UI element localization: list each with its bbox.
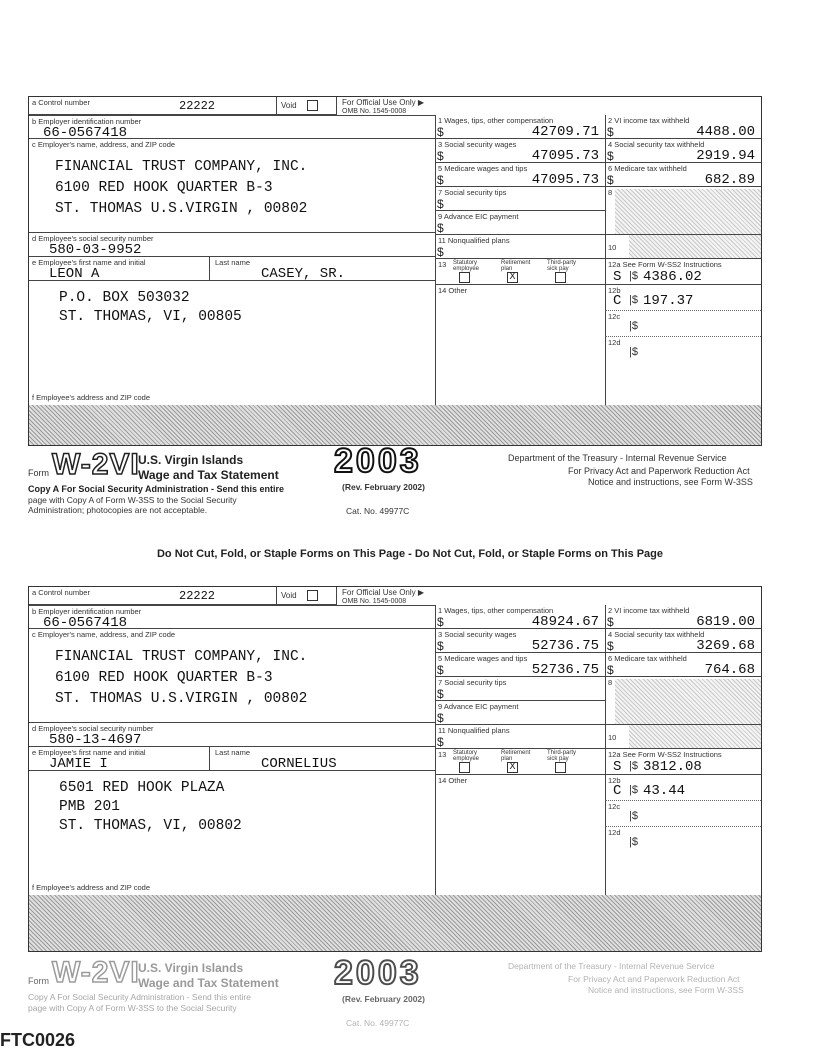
employer-label: c Employer's name, address, and ZIP code	[32, 140, 176, 149]
box-5[interactable]	[435, 653, 605, 677]
box-10-label: 10	[608, 243, 617, 252]
box-5[interactable]	[435, 163, 605, 187]
employer-line-2: 6100 RED HOOK QUARTER B-3	[55, 180, 273, 196]
ssn-value: 580-03-9952	[49, 242, 142, 258]
box-13-statutory-label: Statutory employee	[453, 750, 480, 762]
box-12d-label: 12d	[608, 828, 621, 837]
control-number-label: a Control number	[32, 98, 90, 107]
title-line-2: Wage and Tax Statement	[138, 468, 279, 482]
void-box[interactable]	[277, 587, 337, 605]
box-13[interactable]	[435, 259, 605, 285]
form-2-footer	[28, 954, 788, 1038]
ein-value: 66-0567418	[43, 615, 128, 631]
ssn-label: d Employee's social security number	[32, 234, 154, 243]
box-4-dollar: $	[607, 639, 614, 653]
box-12c[interactable]	[605, 801, 761, 827]
box-12a-amount: 3812.08	[643, 759, 702, 775]
first-name-label: e Employee's first name and initial	[32, 748, 146, 757]
box-12b-code: C	[613, 783, 622, 799]
control-number-label: a Control number	[32, 588, 90, 597]
box-1-dollar: $	[437, 615, 444, 629]
omb-number: OMB No. 1545-0008	[342, 108, 407, 115]
employer-box[interactable]	[29, 139, 435, 233]
box-1-label: 1 Wages, tips, other compensation	[438, 116, 554, 125]
ein-box[interactable]	[29, 115, 435, 139]
ssn-label: d Employee's social security number	[32, 724, 154, 733]
control-number-value: 22222	[179, 589, 216, 603]
box-8-label: 8	[608, 188, 613, 197]
box-5-value: 52736.75	[531, 662, 599, 678]
employee-address-line-2: PMB 201	[59, 799, 120, 815]
box-12b-amount: 197.37	[643, 293, 694, 309]
employee-address-line-1: 6501 RED HOOK PLAZA	[59, 780, 225, 796]
address-label-row	[29, 877, 435, 896]
ssn-box[interactable]	[29, 723, 435, 747]
box-13-label: 13	[438, 260, 447, 269]
revision-date: (Rev. February 2002)	[342, 482, 425, 492]
box-2-label: 2 VI income tax withheld	[608, 116, 690, 125]
void-checkbox[interactable]	[307, 100, 318, 111]
box-4-label: 4 Social security tax withheld	[608, 630, 705, 639]
box-9-label: 9 Advance EIC payment	[438, 212, 519, 221]
box-1-label: 1 Wages, tips, other compensation	[438, 606, 554, 615]
title-line-2-b: Wage and Tax Statement	[138, 976, 279, 990]
box-1[interactable]	[435, 115, 605, 139]
w2vi-form-2	[28, 586, 762, 952]
box-11-label: 11 Nonqualified plans	[438, 236, 510, 245]
treasury-department-2: Department of the Treasury - Internal Revenue Service	[508, 961, 715, 971]
box-1[interactable]	[435, 605, 605, 629]
box-6[interactable]	[605, 163, 761, 187]
privacy-notice-1: For Privacy Act and Paperwork Reduction Act	[568, 466, 750, 476]
box-9[interactable]	[435, 701, 605, 725]
box-6-value: 682.89	[704, 172, 755, 188]
ssn-box[interactable]	[29, 233, 435, 257]
box-6-value: 764.68	[704, 662, 755, 678]
box-12b-label: 12b	[608, 776, 621, 785]
box-7-label: 7 Social security tips	[438, 188, 507, 197]
employer-box[interactable]	[29, 629, 435, 723]
box-12b-dollar: |$	[629, 294, 638, 306]
box-13-thirdparty-label: Third-party sick pay	[547, 260, 577, 272]
copy-a-line-1-b: Copy A For Social Security Administration - Send this entire	[28, 992, 251, 1002]
box-2-value: 4488.00	[696, 124, 755, 140]
box-5-label: 5 Medicare wages and tips	[438, 654, 528, 663]
employer-line-3: ST. THOMAS U.S.VIRGIN , 00802	[55, 691, 308, 707]
form-name-logo-2: W-2VI	[52, 956, 140, 989]
form-1-footer	[28, 442, 788, 540]
box-12d[interactable]	[605, 337, 761, 363]
statutory-employee-checkbox[interactable]	[459, 272, 470, 283]
box-3-dollar: $	[437, 149, 444, 163]
official-use-label: For Official Use Only ▶	[342, 98, 425, 107]
box-12a-label: 12a See Form W-SS2 Instructions	[608, 750, 722, 759]
employee-address-label: f Employee's address and ZIP code	[32, 393, 151, 402]
box-12a-dollar: |$	[629, 760, 638, 772]
box-10-hatch	[629, 725, 761, 748]
revision-date-2: (Rev. February 2002)	[342, 994, 425, 1004]
form-year-2: 2003	[334, 954, 422, 992]
box-9-dollar: $	[437, 221, 444, 235]
box-4-value: 2919.94	[696, 148, 755, 164]
box-7-label: 7 Social security tips	[438, 678, 507, 687]
box-2-value: 6819.00	[696, 614, 755, 630]
last-name-value: CORNELIUS	[261, 756, 337, 772]
employer-address	[55, 647, 307, 710]
copy-a-line-2: page with Copy A of Form W-3SS to the Social Security	[28, 495, 237, 505]
privacy-notice-2: Notice and instructions, see Form W-3SS	[588, 477, 753, 487]
copy-a-line-2-b: page with Copy A of Form W-3SS to the Social Security	[28, 1003, 237, 1013]
box-12a-label: 12a See Form W-SS2 Instructions	[608, 260, 722, 269]
box-7[interactable]	[435, 187, 605, 211]
box-12c-dollar: |$	[629, 810, 638, 822]
box-1-value: 42709.71	[531, 124, 599, 140]
box-11-dollar: $	[437, 245, 444, 259]
official-use-label: For Official Use Only ▶	[342, 588, 425, 597]
box-8-hatch	[615, 189, 761, 234]
void-box[interactable]	[277, 97, 337, 115]
box-7-dollar: $	[437, 197, 444, 211]
box-11[interactable]	[435, 725, 605, 749]
box-11-dollar: $	[437, 735, 444, 749]
ein-value: 66-0567418	[43, 125, 128, 141]
copy-a-line-1: Copy A For Social Security Administration - Send this entire	[28, 484, 285, 494]
box-12b[interactable]	[605, 285, 761, 311]
box-10[interactable]	[605, 235, 761, 259]
box-12b-label: 12b	[608, 286, 621, 295]
name-divider	[209, 747, 210, 771]
form-word: Form	[28, 468, 49, 478]
control-number-box[interactable]	[29, 97, 277, 115]
box-9[interactable]	[435, 211, 605, 235]
employer-label: c Employer's name, address, and ZIP code	[32, 630, 176, 639]
box-13-retirement-label: Retirement plan	[501, 260, 531, 272]
box-6-dollar: $	[607, 663, 614, 677]
bottom-hatched-strip	[29, 895, 761, 951]
ssn-value: 580-13-4697	[49, 732, 142, 748]
bottom-hatched-strip	[29, 405, 761, 445]
box-12c-label: 12c	[608, 312, 621, 321]
box-8-label: 8	[608, 678, 613, 687]
ein-label: b Employer identification number	[32, 607, 142, 616]
box-3-label: 3 Social security wages	[438, 140, 517, 149]
box-6-label: 6 Medicare tax withheld	[608, 654, 687, 663]
box-12a[interactable]	[605, 259, 761, 285]
box-12d-dollar: |$	[629, 836, 638, 848]
box-9-dollar: $	[437, 711, 444, 725]
form-name-logo: W-2VI	[52, 448, 140, 481]
statutory-employee-checkbox[interactable]	[459, 762, 470, 773]
third-party-sick-pay-checkbox[interactable]	[555, 272, 566, 283]
last-name-value: CASEY, SR.	[261, 266, 346, 282]
omb-number: OMB No. 1545-0008	[342, 598, 407, 605]
employer-line-2: 6100 RED HOOK QUARTER B-3	[55, 670, 273, 686]
employee-address	[59, 779, 242, 836]
box-6[interactable]	[605, 653, 761, 677]
box-12b-code: C	[613, 293, 622, 309]
box-5-value: 47095.73	[531, 172, 599, 188]
employee-name-box[interactable]	[29, 257, 435, 281]
box-12a-amount: 4386.02	[643, 269, 702, 285]
box-3-dollar: $	[437, 639, 444, 653]
box-12c[interactable]	[605, 311, 761, 337]
void-label: Void	[281, 101, 297, 110]
form-year: 2003	[334, 442, 422, 480]
box-12a[interactable]	[605, 749, 761, 775]
box-1-dollar: $	[437, 125, 444, 139]
last-name-label: Last name	[215, 748, 251, 757]
box-12a-code: S	[613, 269, 622, 285]
control-number-value: 22222	[179, 99, 216, 113]
box-14-label: 14 Other	[438, 286, 468, 295]
first-name-value: JAMIE I	[49, 756, 108, 772]
box-3-value: 47095.73	[531, 148, 599, 164]
retirement-plan-checkbox[interactable]: X	[507, 272, 518, 283]
official-use-box	[339, 587, 469, 605]
box-12b-amount: 43.44	[643, 783, 686, 799]
box-4-dollar: $	[607, 149, 614, 163]
address-label-row	[29, 387, 435, 406]
box-8-hatch	[615, 679, 761, 724]
box-7-dollar: $	[437, 687, 444, 701]
box-14[interactable]	[435, 775, 605, 825]
box-3[interactable]	[435, 629, 605, 653]
box-12d-label: 12d	[608, 338, 621, 347]
privacy-notice-1-b: For Privacy Act and Paperwork Reduction Act	[568, 974, 740, 984]
employee-address-label: f Employee's address and ZIP code	[32, 883, 151, 892]
box-11[interactable]	[435, 235, 605, 259]
box-12a-dollar: |$	[629, 270, 638, 282]
employee-address	[59, 289, 242, 327]
employee-address-line-2: ST. THOMAS, VI, 00805	[59, 309, 242, 325]
box-12d[interactable]	[605, 827, 761, 853]
treasury-department: Department of the Treasury - Internal Revenue Service	[508, 453, 727, 463]
employer-address	[55, 157, 307, 220]
name-divider	[209, 257, 210, 281]
w2vi-form-1	[28, 96, 762, 446]
catalog-number-2: Cat. No. 49977C	[346, 1018, 410, 1028]
box-10-label: 10	[608, 733, 617, 742]
box-2-dollar: $	[607, 615, 614, 629]
form-word-2: Form	[28, 976, 49, 986]
copy-a-line-3: Administration; photocopies are not acceptable.	[28, 505, 208, 515]
official-use-box	[339, 97, 469, 115]
title-line-1-b: U.S. Virgin Islands	[138, 961, 244, 975]
box-2[interactable]	[605, 115, 761, 139]
box-14-label: 14 Other	[438, 776, 468, 785]
void-checkbox[interactable]	[307, 590, 318, 601]
box-4[interactable]	[605, 629, 761, 653]
employee-address-line-3: ST. THOMAS, VI, 00802	[59, 818, 242, 834]
box-3[interactable]	[435, 139, 605, 163]
last-name-label: Last name	[215, 258, 251, 267]
box-5-label: 5 Medicare wages and tips	[438, 164, 528, 173]
box-5-dollar: $	[437, 663, 444, 677]
box-12c-label: 12c	[608, 802, 621, 811]
box-13-retirement-label: Retirement plan	[501, 750, 531, 762]
catalog-number: Cat. No. 49977C	[346, 506, 410, 516]
box-6-label: 6 Medicare tax withheld	[608, 164, 687, 173]
box-11-label: 11 Nonqualified plans	[438, 726, 510, 735]
employer-line-1: FINANCIAL TRUST COMPANY, INC.	[55, 159, 308, 175]
box-2-dollar: $	[607, 125, 614, 139]
box-13-statutory-label: Statutory employee	[453, 260, 480, 272]
do-not-cut-warning: Do Not Cut, Fold, or Staple Forms on This Page - Do Not Cut, Fold, or Staple Forms on This Page	[156, 548, 663, 560]
box-2-label: 2 VI income tax withheld	[608, 606, 690, 615]
employer-line-3: ST. THOMAS U.S.VIRGIN , 00802	[55, 201, 308, 217]
box-12b[interactable]	[605, 775, 761, 801]
box-12a-code: S	[613, 759, 622, 775]
box-3-value: 52736.75	[531, 638, 599, 654]
control-number-box[interactable]	[29, 587, 277, 605]
ein-label: b Employer identification number	[32, 117, 142, 126]
employee-address-line-1: P.O. BOX 503032	[59, 290, 190, 306]
page-stamp: FTC0026	[0, 1030, 76, 1050]
box-4-label: 4 Social security tax withheld	[608, 140, 705, 149]
first-name-label: e Employee's first name and initial	[32, 258, 146, 267]
retirement-plan-checkbox[interactable]: X	[507, 762, 518, 773]
box-7[interactable]	[435, 677, 605, 701]
first-name-value: LEON A	[49, 266, 100, 282]
box-12b-dollar: |$	[629, 784, 638, 796]
title-line-1: U.S. Virgin Islands	[138, 453, 244, 467]
box-10[interactable]	[605, 725, 761, 749]
box-3-label: 3 Social security wages	[438, 630, 517, 639]
ein-box[interactable]	[29, 605, 435, 629]
box-10-hatch	[629, 235, 761, 258]
box-2[interactable]	[605, 605, 761, 629]
box-8-shaded	[605, 677, 761, 725]
box-13-label: 13	[438, 750, 447, 759]
privacy-notice-2-b: Notice and instructions, see Form W-3SS	[588, 985, 744, 995]
box-12d-dollar: |$	[629, 346, 638, 358]
box-13[interactable]	[435, 749, 605, 775]
box-6-dollar: $	[607, 173, 614, 187]
box-14[interactable]	[435, 285, 605, 335]
employee-name-box[interactable]	[29, 747, 435, 771]
box-1-value: 48924.67	[531, 614, 599, 630]
box-12c-dollar: |$	[629, 320, 638, 332]
box-5-dollar: $	[437, 173, 444, 187]
void-label: Void	[281, 591, 297, 600]
box-4[interactable]	[605, 139, 761, 163]
employer-line-1: FINANCIAL TRUST COMPANY, INC.	[55, 649, 308, 665]
box-8-shaded	[605, 187, 761, 235]
box-9-label: 9 Advance EIC payment	[438, 702, 519, 711]
box-13-thirdparty-label: Third-party sick pay	[547, 750, 577, 762]
third-party-sick-pay-checkbox[interactable]	[555, 762, 566, 773]
box-4-value: 3269.68	[696, 638, 755, 654]
